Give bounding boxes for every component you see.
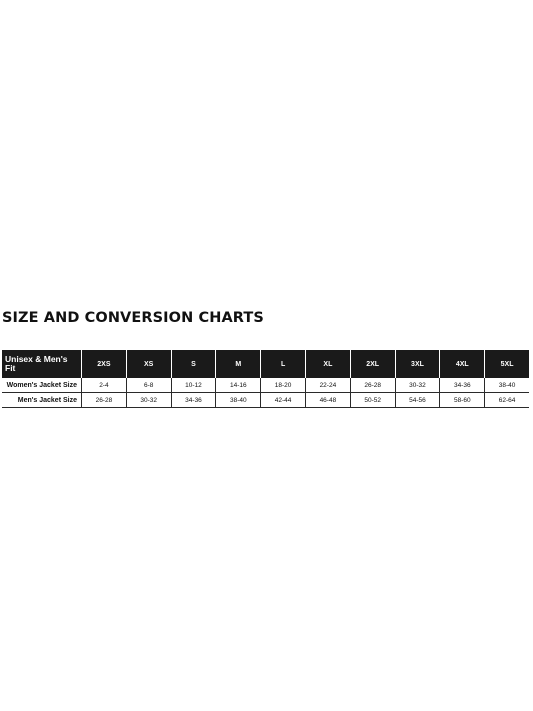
table-cell: 30-32 [127, 393, 172, 407]
table-cell: 50-52 [351, 393, 396, 407]
table-cell: 30-32 [396, 378, 441, 392]
header-size-s: S [172, 350, 217, 378]
table-row-mens [2, 393, 529, 408]
table-cell: 38-40 [498, 381, 516, 389]
table-cell: 14-16 [216, 378, 261, 392]
header-size-xs: XS [127, 350, 172, 378]
chart-title: SIZE AND CONVERSION CHARTS [2, 310, 264, 326]
table-cell: 42-44 [261, 393, 306, 407]
row-label-womens: Women's Jacket Size [2, 378, 82, 392]
header-size-2xl: 2XL [351, 350, 396, 378]
header-size-3xl: 3XL [396, 350, 441, 378]
header-size-l: L [261, 350, 306, 378]
header-size-4xl: 4XL [440, 350, 485, 378]
table-cell: 22-24 [306, 378, 351, 392]
header-size-m: M [216, 350, 261, 378]
table-cell: 46-48 [306, 393, 351, 407]
table-cell: 10-12 [172, 378, 217, 392]
header-size-5xl: 5XL [485, 350, 529, 378]
table-cell: 6-8 [127, 378, 172, 392]
table-cell: 54-56 [396, 393, 441, 407]
size-conversion-table [2, 350, 529, 408]
table-cell: 62-64 [498, 396, 516, 404]
header-fit-label [2, 350, 82, 378]
table-cell: 34-36 [172, 393, 217, 407]
table-cell: 26-28 [82, 393, 127, 407]
table-row-womens [2, 378, 529, 393]
header-size-xl: XL [306, 350, 351, 378]
table-cell: 38-40 [216, 393, 261, 407]
table-header-row [2, 350, 529, 378]
table-cell: 18-20 [261, 378, 306, 392]
table-cell: 26-28 [351, 378, 396, 392]
table-cell: 58-60 [440, 393, 485, 407]
table-cell: 34-36 [440, 378, 485, 392]
row-label-mens: Men's Jacket Size [2, 393, 82, 407]
table-cell: 2-4 [82, 378, 127, 392]
header-fit-label-text: Unisex & Men's Fit [5, 354, 68, 373]
header-size-2xs: 2XS [82, 350, 127, 378]
